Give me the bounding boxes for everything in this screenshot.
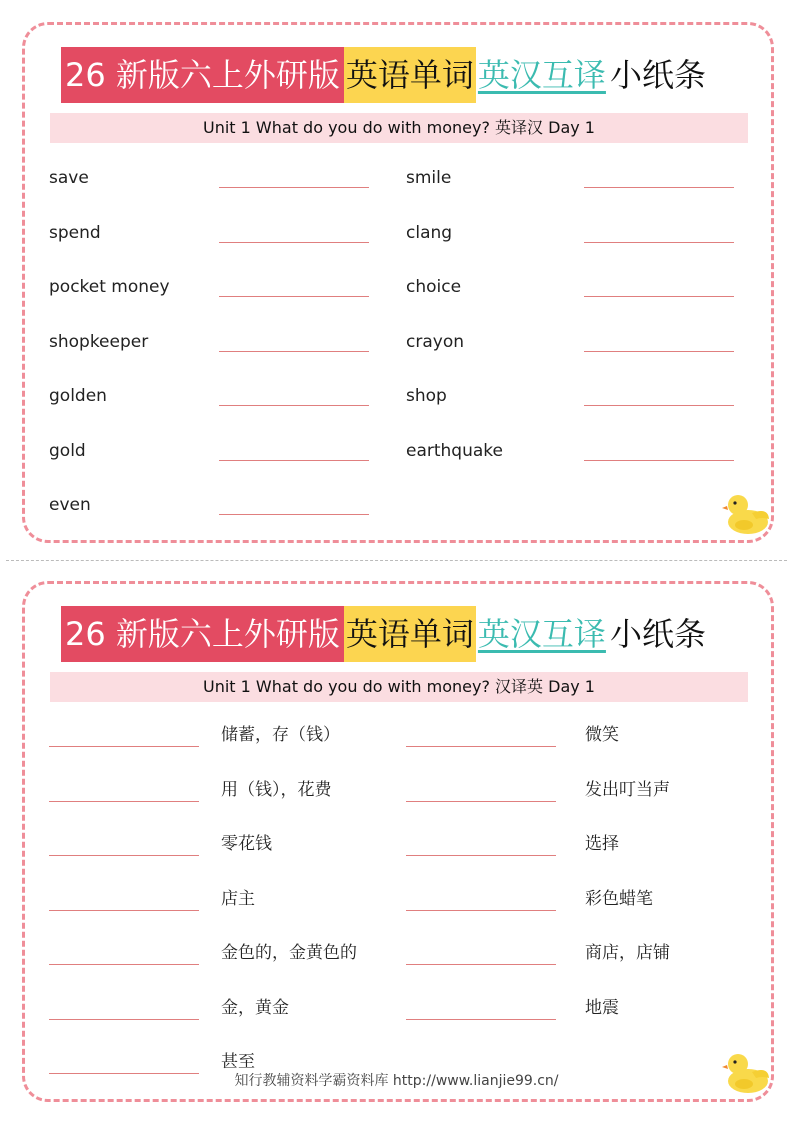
word-right-5: shop [406, 386, 447, 406]
card-title-banner [61, 47, 708, 103]
meaning-right-3: 选择 [585, 834, 619, 854]
answer-blank[interactable] [406, 964, 556, 965]
answer-blank[interactable] [406, 910, 556, 911]
meaning-left-7: 甚至 [221, 1052, 255, 1072]
answer-blank[interactable] [406, 801, 556, 802]
card-subtitle: Unit 1 What do you do with money? 汉译英 Day 1 [50, 672, 748, 702]
title-part-3: 英汉互译 [476, 606, 608, 662]
word-left-4: shopkeeper [49, 332, 149, 352]
meaning-left-6: 金，黄金 [221, 998, 289, 1018]
meaning-right-5: 商店，店铺 [585, 943, 670, 963]
answer-blank[interactable] [584, 242, 734, 243]
cut-line [6, 560, 787, 561]
title-part-4: 小纸条 [608, 606, 708, 662]
answer-blank[interactable] [219, 460, 369, 461]
answer-blank[interactable] [584, 405, 734, 406]
answer-blank[interactable] [219, 187, 369, 188]
meaning-left-1: 储蓄，存（钱） [221, 725, 340, 745]
duck-icon [722, 489, 772, 535]
answer-blank[interactable] [49, 964, 199, 965]
word-left-7: even [49, 495, 91, 515]
word-card-chinese-to-english [22, 581, 774, 1102]
answer-blank[interactable] [584, 187, 734, 188]
answer-blank[interactable] [219, 405, 369, 406]
word-right-1: smile [406, 168, 452, 188]
answer-blank[interactable] [584, 296, 734, 297]
answer-blank[interactable] [219, 514, 369, 515]
title-part-1: 26 新版六上外研版 [61, 606, 344, 662]
word-right-2: clang [406, 223, 453, 243]
word-left-5: golden [49, 386, 107, 406]
meaning-left-3: 零花钱 [221, 834, 272, 854]
answer-blank[interactable] [49, 910, 199, 911]
word-card-english-to-chinese [22, 22, 774, 543]
meaning-left-4: 店主 [221, 889, 255, 909]
title-part-3: 英汉互译 [476, 47, 608, 103]
answer-blank[interactable] [49, 746, 199, 747]
word-left-6: gold [49, 441, 86, 461]
answer-blank[interactable] [219, 351, 369, 352]
answer-blank[interactable] [406, 746, 556, 747]
word-right-6: earthquake [406, 441, 503, 461]
answer-blank[interactable] [49, 1019, 199, 1020]
footer-watermark: 知行教辅资料学霸资料库 http://www.lianjie99.cn/ [234, 1073, 559, 1089]
answer-blank[interactable] [406, 855, 556, 856]
title-part-4: 小纸条 [608, 47, 708, 103]
answer-blank[interactable] [219, 296, 369, 297]
title-part-2: 英语单词 [344, 606, 476, 662]
word-left-2: spend [49, 223, 101, 243]
meaning-right-6: 地震 [585, 998, 619, 1018]
word-right-3: choice [406, 277, 462, 297]
meaning-right-1: 微笑 [585, 725, 619, 745]
card-title-banner [61, 606, 708, 662]
answer-blank[interactable] [406, 1019, 556, 1020]
answer-blank[interactable] [49, 855, 199, 856]
word-left-1: save [49, 168, 89, 188]
title-part-2: 英语单词 [344, 47, 476, 103]
meaning-left-5: 金色的，金黄色的 [221, 943, 357, 963]
answer-blank[interactable] [584, 460, 734, 461]
meaning-right-4: 彩色蜡笔 [585, 889, 653, 909]
answer-blank[interactable] [584, 351, 734, 352]
word-right-4: crayon [406, 332, 464, 352]
answer-blank[interactable] [219, 242, 369, 243]
meaning-right-2: 发出叮当声 [585, 780, 670, 800]
card-subtitle: Unit 1 What do you do with money? 英译汉 Day 1 [50, 113, 748, 143]
word-left-3: pocket money [49, 277, 170, 297]
title-part-1: 26 新版六上外研版 [61, 47, 344, 103]
meaning-left-2: 用（钱），花费 [221, 780, 332, 800]
answer-blank[interactable] [49, 801, 199, 802]
